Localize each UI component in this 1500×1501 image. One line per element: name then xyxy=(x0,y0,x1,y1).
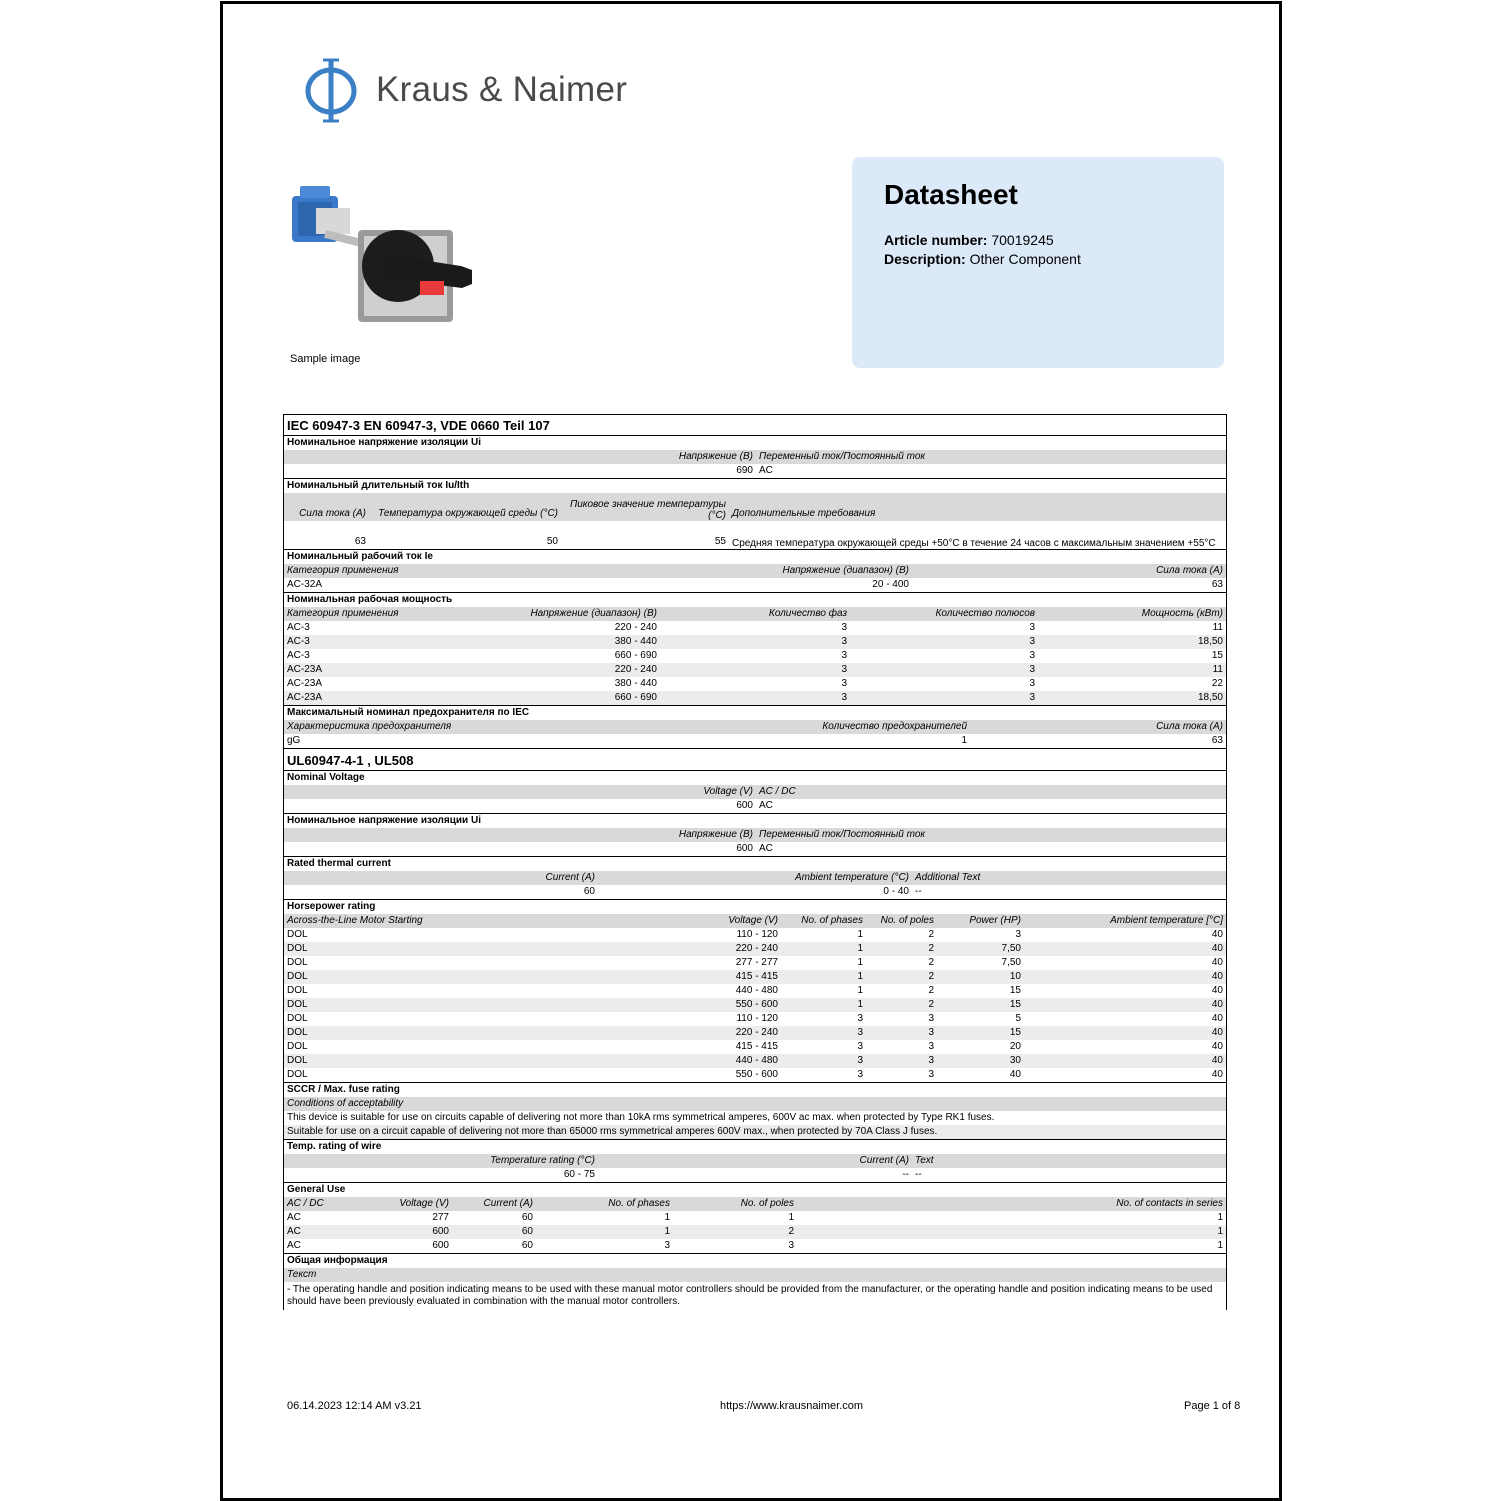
column-header: Количество фаз xyxy=(768,608,847,619)
cell-acdc: AC xyxy=(759,843,773,854)
table-row xyxy=(283,970,1227,984)
cell: 277 - 277 xyxy=(735,957,778,968)
cell: 40 xyxy=(1211,1013,1223,1024)
cell: DOL xyxy=(287,1041,308,1052)
cell: 1 xyxy=(857,999,863,1010)
article-number-line xyxy=(884,232,1054,248)
description-value: Other Component xyxy=(969,251,1081,267)
cell: 3 xyxy=(857,1055,863,1066)
table-header-row xyxy=(283,1154,1227,1168)
cell: 1 xyxy=(857,971,863,982)
cell-ambient: 0 - 40 xyxy=(883,886,909,897)
cell: 3 xyxy=(928,1055,934,1066)
cell: 40 xyxy=(1211,1027,1223,1038)
table-row xyxy=(283,984,1227,998)
cell: 2 xyxy=(788,1226,794,1237)
cell: 15 xyxy=(1009,985,1021,996)
cell: DOL xyxy=(287,985,308,996)
table-row xyxy=(283,578,1227,592)
cell: 60 xyxy=(521,1212,533,1223)
cell: 40 xyxy=(1211,929,1223,940)
table-row xyxy=(283,1068,1227,1082)
cell: AC-3 xyxy=(287,650,310,661)
iec-fuse-title: Максимальный номинал предохранителя по IEC xyxy=(283,705,1227,720)
product-image xyxy=(286,178,476,328)
cell: 415 - 415 xyxy=(735,971,778,982)
cell: 380 - 440 xyxy=(614,636,657,647)
cell: 2 xyxy=(928,929,934,940)
column-header: Количество предохранителей xyxy=(822,721,967,732)
table-row xyxy=(283,1012,1227,1026)
ul-wire-title: Temp. rating of wire xyxy=(283,1139,1227,1154)
table-row xyxy=(283,635,1227,649)
cell: DOL xyxy=(287,1027,308,1038)
datasheet-title: Datasheet xyxy=(884,179,1018,210)
column-header: Дополнительные требования xyxy=(732,508,876,519)
cell: 3 xyxy=(857,1069,863,1080)
column-header: Conditions of acceptability xyxy=(287,1098,404,1109)
table-row xyxy=(283,998,1227,1012)
cell: AC-3 xyxy=(287,636,310,647)
column-header: Мощность (кВт) xyxy=(1141,608,1223,619)
cell: DOL xyxy=(287,1013,308,1024)
iec-operational-current-title: Номинальный рабочий ток Ie xyxy=(283,549,1227,564)
table-row xyxy=(283,956,1227,970)
column-header: Температура окружающей среды (°C) xyxy=(378,508,558,519)
cell-voltage: 600 xyxy=(736,800,753,811)
column-header: Напряжение (В) xyxy=(678,829,753,840)
cell-text: -- xyxy=(915,886,922,897)
ul-standard-heading: UL60947-4-1 , UL508 xyxy=(283,748,1227,770)
cell: 110 - 120 xyxy=(736,929,778,940)
cell: 40 xyxy=(1211,1041,1223,1052)
cell: DOL xyxy=(287,957,308,968)
column-header: Across-the-Line Motor Starting xyxy=(287,915,423,926)
cell: 1 xyxy=(857,985,863,996)
cell-peak: 55 xyxy=(714,536,726,547)
column-header: Voltage (V) xyxy=(399,1198,449,1209)
cell: 1 xyxy=(664,1226,670,1237)
cell: 220 - 240 xyxy=(735,1027,778,1038)
cell: 11 xyxy=(1212,622,1223,633)
table-header-row xyxy=(283,1197,1227,1211)
column-header: No. of phases xyxy=(608,1198,670,1209)
column-header: Сила тока (A) xyxy=(299,508,366,519)
cell: 1 xyxy=(857,957,863,968)
column-header: AC / DC xyxy=(287,1198,324,1209)
ul-thermal-title: Rated thermal current xyxy=(283,856,1227,871)
cell: 3 xyxy=(1029,664,1035,675)
cell: AC-23A xyxy=(287,692,323,703)
cell: AC-3 xyxy=(287,622,310,633)
cell: DOL xyxy=(287,971,308,982)
cell: 60 xyxy=(521,1226,533,1237)
cell: 40 xyxy=(1211,943,1223,954)
cell-voltage: 600 xyxy=(736,843,753,854)
cell: 11 xyxy=(1212,664,1223,675)
cell: 277 xyxy=(432,1212,449,1223)
cell: 3 xyxy=(1015,929,1021,940)
column-header: Категория применения xyxy=(287,565,399,576)
column-header: Переменный ток/Постоянный ток xyxy=(759,451,926,462)
cell: 7,50 xyxy=(1001,943,1021,954)
cell: 10 xyxy=(1009,971,1021,982)
cell: 2 xyxy=(928,943,934,954)
iec-insulation-title: Номинальное напряжение изоляции Ui xyxy=(283,435,1227,450)
column-header: Напряжение (диапазон) (В) xyxy=(530,608,657,619)
column-header: Напряжение (В) xyxy=(678,451,753,462)
footer-url[interactable]: https://www.krausnaimer.com xyxy=(720,1400,864,1412)
cell: DOL xyxy=(287,999,308,1010)
column-header: Current (A) xyxy=(545,872,595,883)
cell: 30 xyxy=(1009,1055,1021,1066)
column-header: AC / DC xyxy=(759,786,796,797)
cell: 3 xyxy=(1029,636,1035,647)
table-row xyxy=(283,1040,1227,1054)
cell: 220 - 240 xyxy=(614,622,657,633)
table-row xyxy=(283,734,1227,748)
column-header: No. of phases xyxy=(801,915,863,926)
cell: AC xyxy=(287,1212,301,1223)
ul-sccr-title: SCCR / Max. fuse rating xyxy=(283,1082,1227,1097)
cell: 40 xyxy=(1211,1069,1223,1080)
cell: 3 xyxy=(1029,650,1035,661)
cell: 600 xyxy=(432,1226,449,1237)
table-header-row xyxy=(283,564,1227,578)
cell: 2 xyxy=(928,999,934,1010)
cell: 3 xyxy=(841,650,847,661)
cell: 40 xyxy=(1211,985,1223,996)
cell: 110 - 120 xyxy=(736,1013,778,1024)
cell: 550 - 600 xyxy=(735,1069,778,1080)
column-header: Temperature rating (°C) xyxy=(490,1155,595,1166)
cell: 1 xyxy=(1217,1240,1223,1251)
iec-power-title: Номинальная рабочая мощность xyxy=(283,592,1227,607)
table-row xyxy=(283,942,1227,956)
column-header: Voltage (V) xyxy=(728,915,778,926)
column-header: Additional Text xyxy=(915,872,981,883)
cell: 1 xyxy=(664,1212,670,1223)
brand-name: Kraus & Naimer xyxy=(376,70,628,109)
table-header-row xyxy=(283,871,1227,885)
cell: 3 xyxy=(1029,692,1035,703)
table-header-row xyxy=(283,828,1227,842)
cell: 3 xyxy=(857,1041,863,1052)
table-row xyxy=(283,928,1227,942)
column-header: No. of contacts in series xyxy=(1116,1198,1223,1209)
cell: DOL xyxy=(287,929,308,940)
column-header: Ambient temperature (°C) xyxy=(794,872,909,883)
cell: DOL xyxy=(287,943,308,954)
cell: 220 - 240 xyxy=(614,664,657,675)
table-row xyxy=(283,521,1227,549)
table-header-row xyxy=(283,785,1227,799)
cell-current: -- xyxy=(902,1169,909,1180)
cell: 1 xyxy=(1217,1226,1223,1237)
cell: 3 xyxy=(788,1240,794,1251)
cell: 2 xyxy=(928,985,934,996)
cell: 60 xyxy=(521,1240,533,1251)
cell: 1 xyxy=(857,943,863,954)
table-header-row xyxy=(283,1268,1227,1282)
cell: 18,50 xyxy=(1197,636,1223,647)
cell: 1 xyxy=(788,1212,794,1223)
table-row xyxy=(283,691,1227,705)
datasheet-info-box xyxy=(852,157,1224,368)
cell: 5 xyxy=(1015,1013,1021,1024)
cell-acdc: AC xyxy=(759,465,773,476)
cell: 440 - 480 xyxy=(735,985,778,996)
column-header: No. of poles xyxy=(740,1198,794,1209)
ul-insulation-title: Номинальное напряжение изоляции Ui xyxy=(283,813,1227,828)
cell: 40 xyxy=(1009,1069,1021,1080)
cell: 15 xyxy=(1211,650,1223,661)
description-line xyxy=(884,251,1081,267)
cell: 18,50 xyxy=(1197,692,1223,703)
cell: 40 xyxy=(1211,1055,1223,1066)
iec-standard-heading: IEC 60947-3 EN 60947-3, VDE 0660 Teil 107 xyxy=(283,414,1227,435)
cell: AC-23A xyxy=(287,664,323,675)
cell-ambient: 50 xyxy=(546,536,558,547)
table-header-row xyxy=(283,720,1227,734)
cell: Suitable for use on a circuit capable of delivering not more than 65000 rms symmetrical amperes 600V max., when protected by 70A Class J fuses. xyxy=(287,1126,938,1137)
table-row xyxy=(283,677,1227,691)
article-number-value: 70019245 xyxy=(991,232,1054,248)
table-row xyxy=(283,1054,1227,1068)
cell: 3 xyxy=(857,1013,863,1024)
column-header: Power (HP) xyxy=(969,915,1021,926)
footer-page-number: Page 1 of 8 xyxy=(1184,1400,1241,1412)
cell-current: 63 xyxy=(1211,579,1223,590)
cell: 3 xyxy=(928,1027,934,1038)
cell-temp: 60 - 75 xyxy=(563,1169,595,1180)
column-header: Категория применения xyxy=(287,608,399,619)
cell: 3 xyxy=(841,692,847,703)
cell-voltage: 20 - 400 xyxy=(872,579,909,590)
table-row xyxy=(283,621,1227,635)
cell: 1 xyxy=(857,929,863,940)
iec-thermal-title: Номинальный длительный ток Iu/Ith xyxy=(283,478,1227,493)
table-row xyxy=(283,1239,1227,1253)
cell: 380 - 440 xyxy=(614,678,657,689)
table-row xyxy=(283,885,1227,899)
cell: 20 xyxy=(1009,1041,1021,1052)
column-header: Voltage (V) xyxy=(703,786,753,797)
footer-timestamp: 06.14.2023 12:14 AM v3.21 xyxy=(287,1400,422,1412)
table-row xyxy=(283,799,1227,813)
column-header: Ambient temperature [°C] xyxy=(1110,915,1223,926)
ul-horsepower-title: Horsepower rating xyxy=(283,899,1227,914)
spec-table xyxy=(283,414,1227,1310)
cell-text: -- xyxy=(915,1169,922,1180)
cell: 3 xyxy=(841,622,847,633)
column-header: Пиковое значение температуры (°C) xyxy=(569,499,726,521)
cell: 40 xyxy=(1211,999,1223,1010)
cell: 3 xyxy=(928,1069,934,1080)
cell: 415 - 415 xyxy=(735,1041,778,1052)
table-row xyxy=(283,1225,1227,1239)
cell-count: 1 xyxy=(961,735,967,746)
table-row xyxy=(283,1211,1227,1225)
column-header: Текст xyxy=(287,1269,317,1280)
column-header: Переменный ток/Постоянный ток xyxy=(759,829,926,840)
cell: 220 - 240 xyxy=(735,943,778,954)
cell: 3 xyxy=(841,636,847,647)
cell-current: 63 xyxy=(354,536,366,547)
cell-acdc: AC xyxy=(759,800,773,811)
table-header-row xyxy=(283,450,1227,464)
table-row xyxy=(283,649,1227,663)
table-header-row xyxy=(283,607,1227,621)
cell: 3 xyxy=(1029,678,1035,689)
table-row xyxy=(283,1168,1227,1182)
table-row xyxy=(283,663,1227,677)
column-header: Количество полюсов xyxy=(935,608,1035,619)
cell-category: AC-32A xyxy=(287,579,323,590)
ul-general-use-title: General Use xyxy=(283,1182,1227,1197)
cell-char: gG xyxy=(287,735,301,746)
cell: 3 xyxy=(841,678,847,689)
cell-current: 63 xyxy=(1211,735,1223,746)
cell: 15 xyxy=(1009,1027,1021,1038)
column-header: No. of poles xyxy=(880,915,934,926)
table-row xyxy=(283,1026,1227,1040)
cell: 660 - 690 xyxy=(614,650,657,661)
cell: 2 xyxy=(928,957,934,968)
cell: 660 - 690 xyxy=(614,692,657,703)
cell: 600 xyxy=(432,1240,449,1251)
article-number-label: Article number: xyxy=(884,232,988,248)
table-header-row xyxy=(283,914,1227,928)
table-row xyxy=(283,464,1227,478)
table-row xyxy=(283,842,1227,856)
column-header: Current (A) xyxy=(859,1155,909,1166)
cell: 7,50 xyxy=(1001,957,1021,968)
cell: 2 xyxy=(928,971,934,982)
cell: AC xyxy=(287,1226,301,1237)
column-header: Сила тока (A) xyxy=(1156,565,1223,576)
column-header: Сила тока (A) xyxy=(1156,721,1223,732)
cell: 15 xyxy=(1009,999,1021,1010)
cell: 3 xyxy=(928,1041,934,1052)
cell: AC-23A xyxy=(287,678,323,689)
cell-current: 60 xyxy=(583,886,595,897)
table-header-row xyxy=(283,1097,1227,1111)
cell-voltage: 690 xyxy=(736,465,753,476)
cell: 3 xyxy=(664,1240,670,1251)
cell: 3 xyxy=(1029,622,1035,633)
table-row xyxy=(283,1125,1227,1139)
cell: 1 xyxy=(1217,1212,1223,1223)
column-header: Характеристика предохранителя xyxy=(287,721,452,732)
column-header: Напряжение (диапазон) (В) xyxy=(782,565,909,576)
cell: 3 xyxy=(928,1013,934,1024)
description-label: Description: xyxy=(884,251,966,267)
cell: DOL xyxy=(287,1069,308,1080)
column-header: Current (A) xyxy=(483,1198,533,1209)
cell: 550 - 600 xyxy=(735,999,778,1010)
table-header-row xyxy=(283,493,1227,521)
image-caption: Sample image xyxy=(290,353,361,365)
cell: This device is suitable for use on circuits capable of delivering not more than 10kA rms symmetrical amperes, 600V ac max. when protected by Type RK1 fuses. xyxy=(287,1112,995,1123)
cell-extra: Средняя температура окружающей среды +50°C в течение 24 часов с максимальным значением +55°C xyxy=(732,538,1216,549)
table-row xyxy=(283,1111,1227,1125)
cell: AC xyxy=(287,1240,301,1251)
cell: DOL xyxy=(287,1055,308,1066)
cell: 22 xyxy=(1211,678,1223,689)
cell: 440 - 480 xyxy=(735,1055,778,1066)
column-header: Text xyxy=(915,1155,934,1166)
general-info-title: Общая информация xyxy=(283,1253,1227,1268)
cell: 3 xyxy=(841,664,847,675)
cell: 40 xyxy=(1211,971,1223,982)
cell: 40 xyxy=(1211,957,1223,968)
ul-nominal-voltage-title: Nominal Voltage xyxy=(283,770,1227,785)
general-info-text: - The operating handle and position indicating means to be used with these manual motor controllers should be provided from the manufacturer, or the operating handle and position indicating means to be used should have been previously evaluated in combination with the manual motor controllers. xyxy=(283,1282,1227,1310)
cell: 3 xyxy=(857,1027,863,1038)
